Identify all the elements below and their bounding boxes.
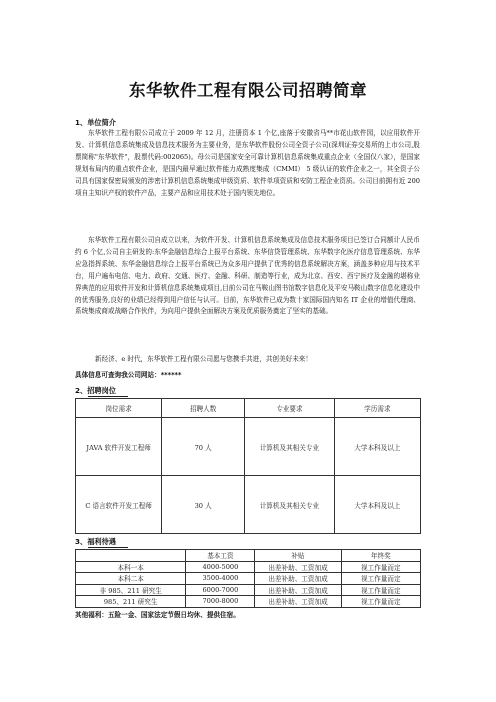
jobs-cell: 30 人 [162,476,245,534]
benefits-cell: 视工作量而定 [341,584,420,596]
benefits-header-allowance: 补贴 [255,550,341,562]
table-row [76,418,421,476]
other-benefits-line: 其他福利：五险一金、国家法定节假日均休、提供住宿。 [75,611,240,619]
jobs-cell: 70 人 [162,418,245,476]
benefits-cell: 出差补助、工资加成 [255,573,341,585]
benefits-cell: 本科二本 [76,573,186,585]
jobs-header-count: 招聘人数 [162,399,245,418]
benefits-cell: 出差补助、工资加成 [255,584,341,596]
benefits-cell: 视工作量而定 [341,596,420,608]
heading-underline [88,396,128,397]
jobs-cell: 计算机及其相关专业 [245,476,335,534]
benefits-table-header-row [76,550,421,562]
jobs-table-header-row [76,399,421,418]
benefits-cell: 本科一本 [76,561,186,573]
intro-paragraph-3: 新经济、e 时代，东华软件工程有限公司愿与您携手共进，共创美好未来！ [95,355,312,363]
intro-paragraph-1: 东华软件工程有限公司成立于 2009 年 12 月，注册资本 1 个亿,座落于安徽省马**市花山软件园，以应用软件开发、计算机信息系统集成及信息技术服务为主要业务，是东华软件股份公司全资子公司(深圳证券交易所的上市公司,股票简称"东华软件"，股票代码:002065)。母公司是国家安全可靠计算机信息系统集成重点企业（全国仅八家），是国家规划布局内的重点软件企业，是国内最早通过软件能力成熟度集成（CMMI） 5 级认证的软件企业之一，其全资子公司具有国家保密局颁发的涉密计算机信息系统集成甲级资质、软件单项资质和安防工程企业资质。公司目前拥有近 200 项自主知识产权的软件产品，主要产品和应用技术处于国内领先地位。 [75,129,420,197]
benefits-cell: 7000-8000 [186,596,255,608]
jobs-header-position: 岗位需求 [76,399,162,418]
jobs-table [75,398,421,534]
benefits-header-bonus: 年终奖 [341,550,420,562]
jobs-cell: JAVA 软件开发工程师 [76,418,162,476]
jobs-header-major: 专业要求 [245,399,335,418]
table-row [76,573,421,585]
table-row [76,476,421,534]
benefits-cell: 出差补助、工资加成 [255,561,341,573]
benefits-cell: 视工作量而定 [341,561,420,573]
jobs-cell: 大学本科及以上 [334,476,420,534]
benefits-cell: 6000-7000 [186,584,255,596]
section-heading-benefits: 3、福利待遇 [75,537,116,546]
section-heading-company-intro: 1、单位简介 [75,118,116,127]
benefits-cell: 视工作量而定 [341,573,420,585]
benefits-cell: 985、211 研究生 [76,596,186,608]
benefits-cell: 3500-4000 [186,573,255,585]
benefits-cell: 出差补助、工资加成 [255,596,341,608]
intro-paragraph-2: 东华软件工程有限公司自成立以来，为软件开发、计算机信息系统集成及信息技术服务项目已签订合同额计人民币约 6 个亿,公司自主研发的:东华金融信息综合上报平台系统、东华信贷管理系统、东华数字化医疗信息管理系统、东华应急指挥系统、东华金融信息综合上报平台系统已为众多用户提供了优秀的信息系统解决方案，涵盖多种应用与技术平台，用户遍布电信、电力、政府、交通、医疗、金融、科研、制造等行业，成为北京、西安、西宁医疗及金融的堪称业界典范的应用软件开发和计算机信息系统集成项目,目前公司在马鞍山图书馆数字信息化及平安马鞍山数字信息化建设中的优秀服务,良好的业绩已经得到用户信任与认可。目前，东华软件已成为数十家国际国内知名 IT 企业的增值代理商、系统集成商或战略合作伙伴，为向用户提供全面解决方案及优质服务奠定了坚实的基础。 [75,236,420,316]
benefits-header-empty [76,550,186,562]
jobs-header-education: 学历需求 [334,399,420,418]
website-line: 具体信息可查询我公司网站：****** [75,371,182,379]
page-title: 东华软件工程有限公司招聘简章 [129,81,367,100]
jobs-cell: 计算机及其相关专业 [245,418,335,476]
section-heading-positions: 2、招聘岗位 [75,386,116,395]
table-row [76,596,421,608]
benefits-header-base-salary: 基本工资 [186,550,255,562]
jobs-cell: C 语言软件开发工程师 [76,476,162,534]
table-row [76,584,421,596]
benefits-table [75,549,421,608]
heading-underline [88,547,128,548]
benefits-cell: 非 985、211 研究生 [76,584,186,596]
benefits-cell: 4000-5000 [186,561,255,573]
jobs-cell: 大学本科及以上 [334,418,420,476]
table-row [76,561,421,573]
